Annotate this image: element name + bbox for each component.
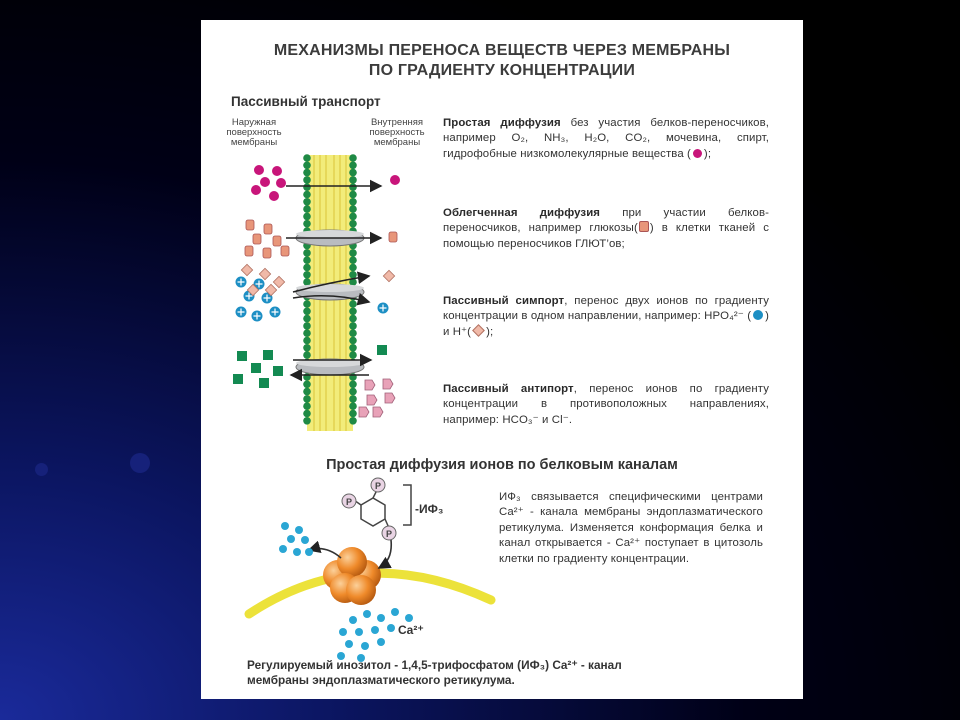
lipid-head [349, 329, 357, 337]
lipid-head [303, 388, 311, 396]
cl-ion [383, 379, 393, 389]
lipid-head [349, 344, 357, 352]
lipid-head [349, 191, 357, 199]
slide [201, 20, 803, 699]
ip3-label: -ИФ₃ [415, 502, 444, 516]
lipid-head [349, 308, 357, 316]
phosphate-label: P [375, 481, 382, 491]
cl-ion [365, 380, 375, 390]
lipid-head [349, 388, 357, 396]
lipid-head [349, 183, 357, 191]
lipid-head [303, 249, 311, 257]
lipid-head [303, 278, 311, 286]
lipid-head [303, 271, 311, 279]
cl-ion [373, 407, 383, 417]
cl-ion [359, 407, 369, 417]
glucose-can [263, 248, 271, 258]
h-ion [241, 264, 252, 275]
lipid-head [349, 351, 357, 359]
simple-diffusion-text: Простая диффузия без участия белков-переносчиков, например O₂, NH₃, H₂O, CO₂, мочевина, спирт, гидрофобные низкомолекулярные вещества ( ); [443, 117, 770, 160]
lipid-head [303, 264, 311, 272]
passive-symport-text: Пассивный симпорт, перенос двух ионов по градиенту концентрации в одном направлении, например: HPO₄²⁻ ( ) и H⁺( ); [443, 295, 769, 338]
decor-dot [35, 463, 48, 476]
carrier-protein-symport [296, 284, 364, 300]
ca-channel [323, 547, 381, 605]
decor-dot [130, 453, 150, 473]
lipid-head [303, 322, 311, 330]
lipid-head [349, 315, 357, 323]
lipid-head [349, 249, 357, 257]
lipid-head [303, 344, 311, 352]
lipid-head [349, 402, 357, 410]
facilitated-diffusion-text: Облегченная диффузия при участии белков-переносчиков, например глюкозы( ) в клетки тканей с помощью переносчиков ГЛЮТ’ов; [443, 207, 769, 250]
lipid-head [303, 395, 311, 403]
lipid-head [303, 381, 311, 389]
antiport-pink-ions [359, 379, 395, 417]
outer-surface-label: Наружная поверхность мембраны [226, 117, 282, 148]
lipid-head [349, 381, 357, 389]
ion-channel-heading: Простая диффузия ионов по белковым каналам [326, 457, 678, 473]
slide-title-line2: ПО ГРАДИЕНТУ КОНЦЕНТРАЦИИ [368, 62, 636, 79]
lipid-head [303, 417, 311, 425]
lipid-head [349, 337, 357, 345]
glucose-can [389, 232, 397, 242]
lipid-head [349, 395, 357, 403]
glucose-can [273, 236, 281, 246]
blue-ion-icon [753, 310, 763, 320]
ip3-description: ИФ₃ связывается специфическими центрами Ca²⁺ - канала мембраны эндоплазматического ретикулума. Изменяется конформация белка и канал открывается - Ca²⁺ поступает в цитозоль клетки по градиенту концентрации. [499, 491, 763, 565]
passive-antiport-text: Пассивный антипорт, перенос ионов по градиенту концентрации в противоположных направлениях, например: HCO₃⁻ и Cl⁻. [443, 383, 769, 426]
lipid-head [303, 351, 311, 359]
glucose-can [246, 220, 254, 230]
lipid-head [349, 213, 357, 221]
h-ion [273, 276, 284, 287]
lipid-head [349, 162, 357, 170]
lipid-head [349, 256, 357, 264]
carrier-protein-antiport [296, 359, 364, 375]
glucose-can [253, 234, 261, 244]
lipid-head [349, 264, 357, 272]
lipid-head [349, 154, 357, 162]
lipid-head [303, 169, 311, 177]
lipid-head [303, 256, 311, 264]
magenta-molecule-icon [693, 149, 702, 158]
lipid-head [303, 308, 311, 316]
lipid-head [349, 410, 357, 418]
channel-caption: Регулируемый инозитол - 1,4,5-трифосфатом (ИФ₃) Ca²⁺ - канал мембраны эндоплазматического ретикулума. [247, 658, 622, 687]
glucose-can [264, 224, 272, 234]
lipid-head [303, 337, 311, 345]
lipid-head [349, 322, 357, 330]
lipid-head [349, 220, 357, 228]
lipid-head [303, 183, 311, 191]
lipid-head [349, 198, 357, 206]
h-ion [383, 270, 394, 281]
ca-ion-label: Ca²⁺ [398, 623, 424, 637]
lipid-head [303, 410, 311, 418]
passive-transport-heading: Пассивный транспорт [231, 94, 381, 109]
phosphate-label: P [386, 529, 393, 539]
lipid-head [303, 300, 311, 308]
h-ion [259, 268, 270, 279]
lipid-head [303, 154, 311, 162]
lipid-head [349, 176, 357, 184]
slide-title-line1: МЕХАНИЗМЫ ПЕРЕНОСА ВЕЩЕСТВ ЧЕРЕЗ МЕМБРАНЫ [273, 42, 731, 59]
lipid-head [303, 329, 311, 337]
cl-ion [385, 393, 395, 403]
calcium-ions-cytosol [279, 522, 313, 556]
glucose-can-icon [639, 221, 649, 232]
lipid-head [303, 198, 311, 206]
phosphate-label: P [346, 497, 353, 507]
lipid-head [349, 169, 357, 177]
lipid-head [303, 176, 311, 184]
cl-ion [367, 395, 377, 405]
pink-diamond-icon [472, 324, 485, 337]
phosphate-groups [342, 478, 396, 540]
lipid-head [349, 300, 357, 308]
lipid-head [349, 205, 357, 213]
lipid-head [303, 213, 311, 221]
inner-surface-label: Внутренняя поверхность мембраны [369, 117, 425, 148]
ip3-binding-arrow [379, 540, 391, 568]
glucose-can [245, 246, 253, 256]
glucose-can [281, 246, 289, 256]
lipid-head [303, 220, 311, 228]
ca-release-arrow [309, 549, 341, 558]
lipid-head [349, 417, 357, 425]
lipid-head [303, 191, 311, 199]
lipid-head [303, 205, 311, 213]
lipid-head [303, 402, 311, 410]
lipid-head [303, 315, 311, 323]
lipid-head [303, 162, 311, 170]
